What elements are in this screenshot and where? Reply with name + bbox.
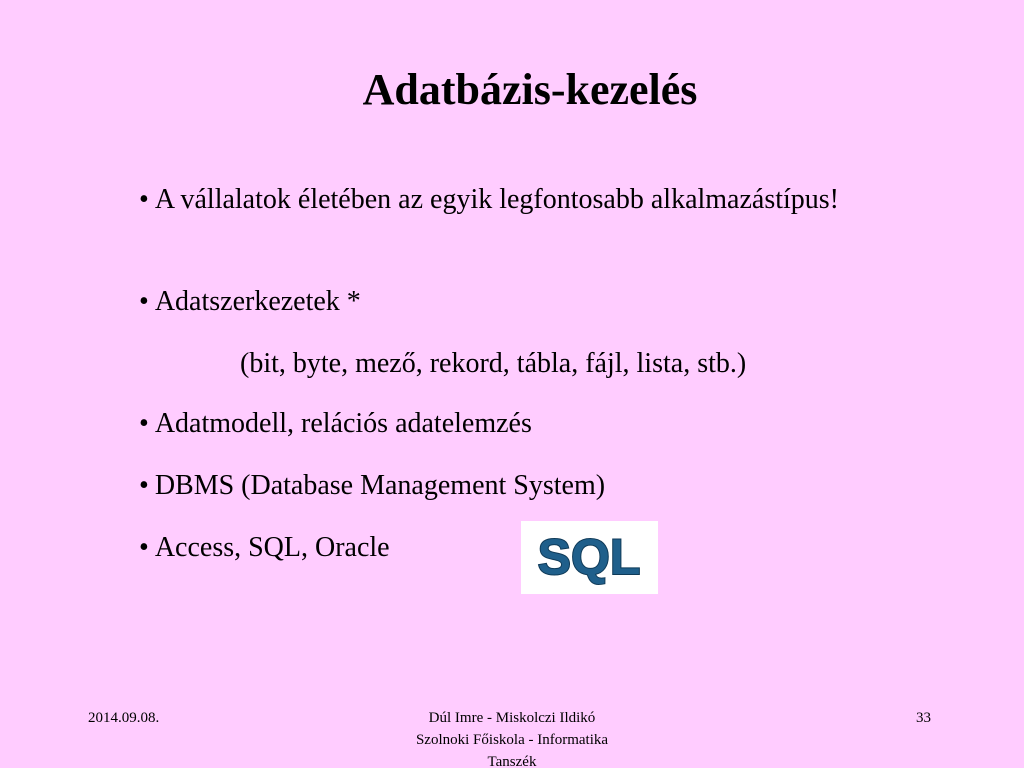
bullet-marker: •	[139, 286, 149, 317]
bullet-marker: •	[139, 184, 149, 215]
footer-date: 2014.09.08.	[88, 710, 160, 726]
bullet-marker: •	[139, 532, 149, 563]
sql-logo	[521, 521, 658, 594]
bullet-marker: •	[139, 408, 149, 439]
slide-title: Adatbázis-kezelés	[362, 65, 698, 114]
bullet-item-4	[139, 466, 899, 506]
bullet-text: Adatszerkezetek *	[154, 286, 361, 317]
bullet-item-5	[139, 528, 899, 568]
bullet-text: A vállalatok életében az egyik legfontosabb alkalmazástípus!	[154, 184, 840, 215]
footer-page-number: 33	[916, 710, 931, 726]
bullet-text: Access, SQL, Oracle	[154, 532, 390, 563]
footer-author-line3: Tanszék	[487, 754, 537, 768]
bullet-text: DBMS (Database Management System)	[154, 470, 606, 501]
bullet-item-2	[139, 282, 899, 322]
sql-logo-icon	[521, 521, 658, 594]
footer-author-line1: Dúl Imre - Miskolczi Ildikó	[428, 710, 596, 726]
bullet-text: Adatmodell, relációs adatelemzés	[154, 408, 532, 439]
sub-item-text: (bit, byte, mező, rekord, tábla, fájl, lista, stb.)	[240, 348, 747, 379]
footer-author-line2: Szolnoki Főiskola - Informatika	[415, 732, 609, 748]
sql-logo-text: SQL	[537, 529, 641, 585]
bullet-marker: •	[139, 470, 149, 501]
footer-author	[370, 707, 654, 768]
bullet-item-1	[139, 180, 899, 220]
bullet-item-3	[139, 404, 899, 444]
